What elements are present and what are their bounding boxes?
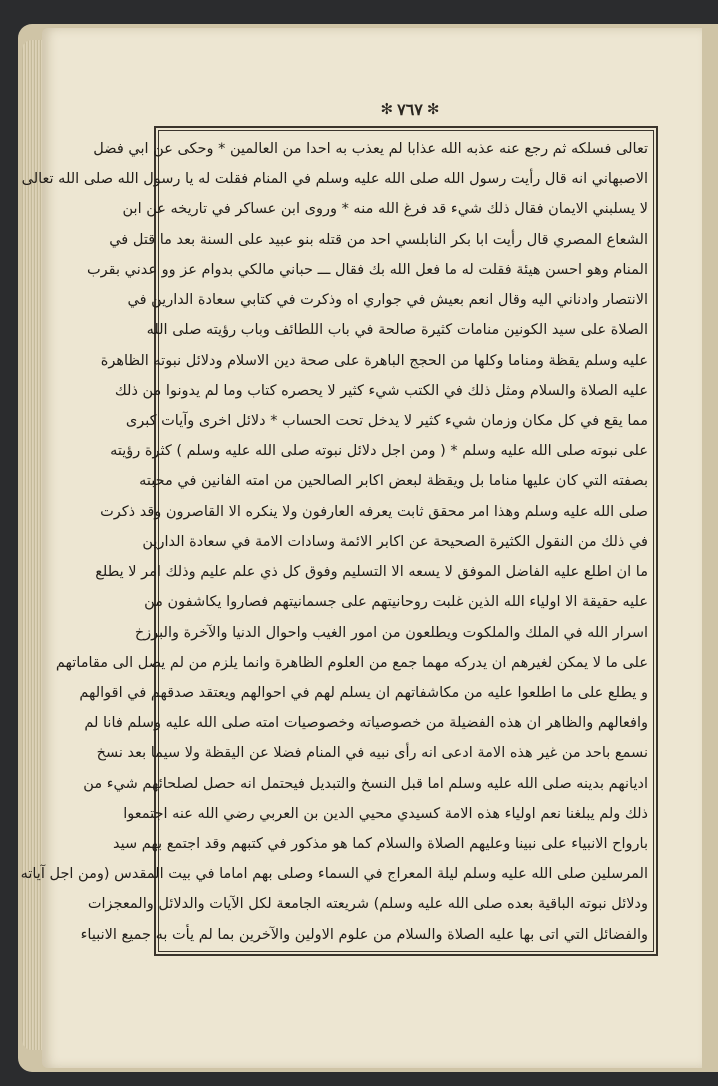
text-line: على نبوته صلى الله عليه وسلم * ( ومن اجل دلائل نبوته صلى الله عليه وسلم ) كثرة رؤيته — [110, 443, 648, 460]
text-line: المنام وهو احسن هيئة فقلت له ما فعل الله بك فقال ـــ حباني مالكي بدوام عز وو عدني بقرب — [87, 261, 648, 278]
body-text — [20, 136, 648, 948]
text-line: ما ان اطلع عليه الفاضل الموفق لا يسعه الا التسليم وفوق كل ذي علم عليم وذلك امر لا يطلع — [95, 564, 648, 581]
page-number: ٧٦٧ — [397, 99, 423, 119]
text-line: الصلاة على سيد الكونين منامات كثيرة صالحة في باب اللطائف وباب رؤيته صلى الله — [146, 322, 648, 339]
text-line: بصفته التي كان عليها مناما بل ويقظة لبعض اكابر الصالحين من امته الفانين في محبته — [139, 473, 648, 490]
text-line: في ذلك من النقول الكثيرة الصحيحة عن اكابر الائمة وسادات الامة في سعادة الدارين — [142, 533, 648, 550]
text-line: المرسلين صلى الله عليه وسلم ليلة المعراج في السماء وصلى بهم اماما في بيت المقدس (ومن اجل آياته — [20, 866, 648, 883]
text-line: مما يقع في كل مكان وزمان شيء كثير لا يدخل تحت الحساب * دلائل اخرى وآيات كبرى — [125, 412, 648, 429]
text-line: اسرار الله في الملك والملكوت ويطلعون من امور الغيب واحوال الدنيا والآخرة والبرزخ — [134, 624, 648, 641]
text-line: وافعالهم والظاهر ان هذه الفضيلة من خصوصياته وخصوصيات امته صلى الله عليه وسلم فانا لم — [84, 715, 648, 732]
text-line: الاصبهاني انه قال رأيت رسول الله صلى الله عليه وسلم في المنام فقلت له يا رسول الله صلى الله تعالى — [21, 171, 648, 188]
text-line: اديانهم بدينه صلى الله عليه وسلم اما قبل النسخ والتبديل فيحتمل انه حصل لصلحائهم شيء من — [83, 775, 648, 792]
text-line: على ما لا يمكن لغيرهم ان يدركه مهما جمع من العلوم الظاهرة وانما يلزم من لم يصل الى مقاماتهم — [55, 654, 648, 671]
text-line: ودلائل نبوته الباقية بعده صلى الله عليه وسلم) شريعته الجامعة لكل الآيات والدلائل والمعجزات — [87, 896, 648, 913]
ornament-left-icon: ✻ — [380, 99, 394, 118]
text-line: ذلك ولم يبلغنا نعم اولياء هذه الامة كسيدي محيي الدين بن العربي رضي الله عنه اجتمعوا — [123, 805, 648, 822]
text-line: صلى الله عليه وسلم وهذا امر محقق ثابت يعرفه العارفون ولا ينكره الا القاصرون وقد ذكرت — [100, 503, 648, 520]
text-line: و يطلع على ما اطلعوا عليه من مكاشفاتهم ان يسلم لهم في احوالهم ويعتقد صدقهم في اقوالهم — [79, 684, 648, 701]
text-line: الانتصار وادناني اليه وقال انعم بعيش في جواري اه وذكرت في كتابي سعادة الدارين في — [127, 292, 648, 309]
text-line: تعالى فسلكه ثم رجع عنه عذبه الله عذابا لم يعذب به احدا من العالمين * وحكى عن ابي فضل — [93, 141, 648, 157]
text-line: عليه الصلاة والسلام ومثل ذلك في الكتب شيء كثير لا يحصره كتاب وما لم يدونوا من ذلك — [114, 382, 648, 399]
ornament-right-icon: ✻ — [426, 99, 440, 118]
text-line: عليه حقيقة الا اولياء الله الذين غلبت روحانيتهم على جسمانيتهم فصاروا يكاشفون من — [144, 594, 648, 611]
text-line: لا يسلبني الايمان فقال ذلك شيء قد فرغ الله منه * وروى ابن عساكر في تاريخه عن ابن — [122, 201, 648, 218]
text-line: والفضائل التي اتى بها عليه الصلاة والسلام من علوم الاولين والآخرين بما لم يأت به جميع الانبياء — [80, 926, 648, 943]
text-line: بارواح الانبياء على نبينا وعليهم الصلاة والسلام كما هو مذكور في كتبهم وقد اجتمع بهم سيد — [112, 836, 648, 853]
text-line: الشعاع المصري قال رأيت ابا بكر النابلسي احد من قتله بنو عبيد على السنة بعد ما قتل في — [109, 231, 648, 248]
text-line: عليه وسلم يقظة ومناما وكلها من الحجج الباهرة على صحة دين الاسلام ودلائل نبوته الظاهرة — [100, 352, 648, 369]
text-line: نسمع باحد من غير هذه الامة ادعى انه رأى نبيه في المنام فضلا عن اليقظة ولا سيما بعد نسخ — [96, 745, 648, 762]
page-header — [370, 96, 450, 122]
